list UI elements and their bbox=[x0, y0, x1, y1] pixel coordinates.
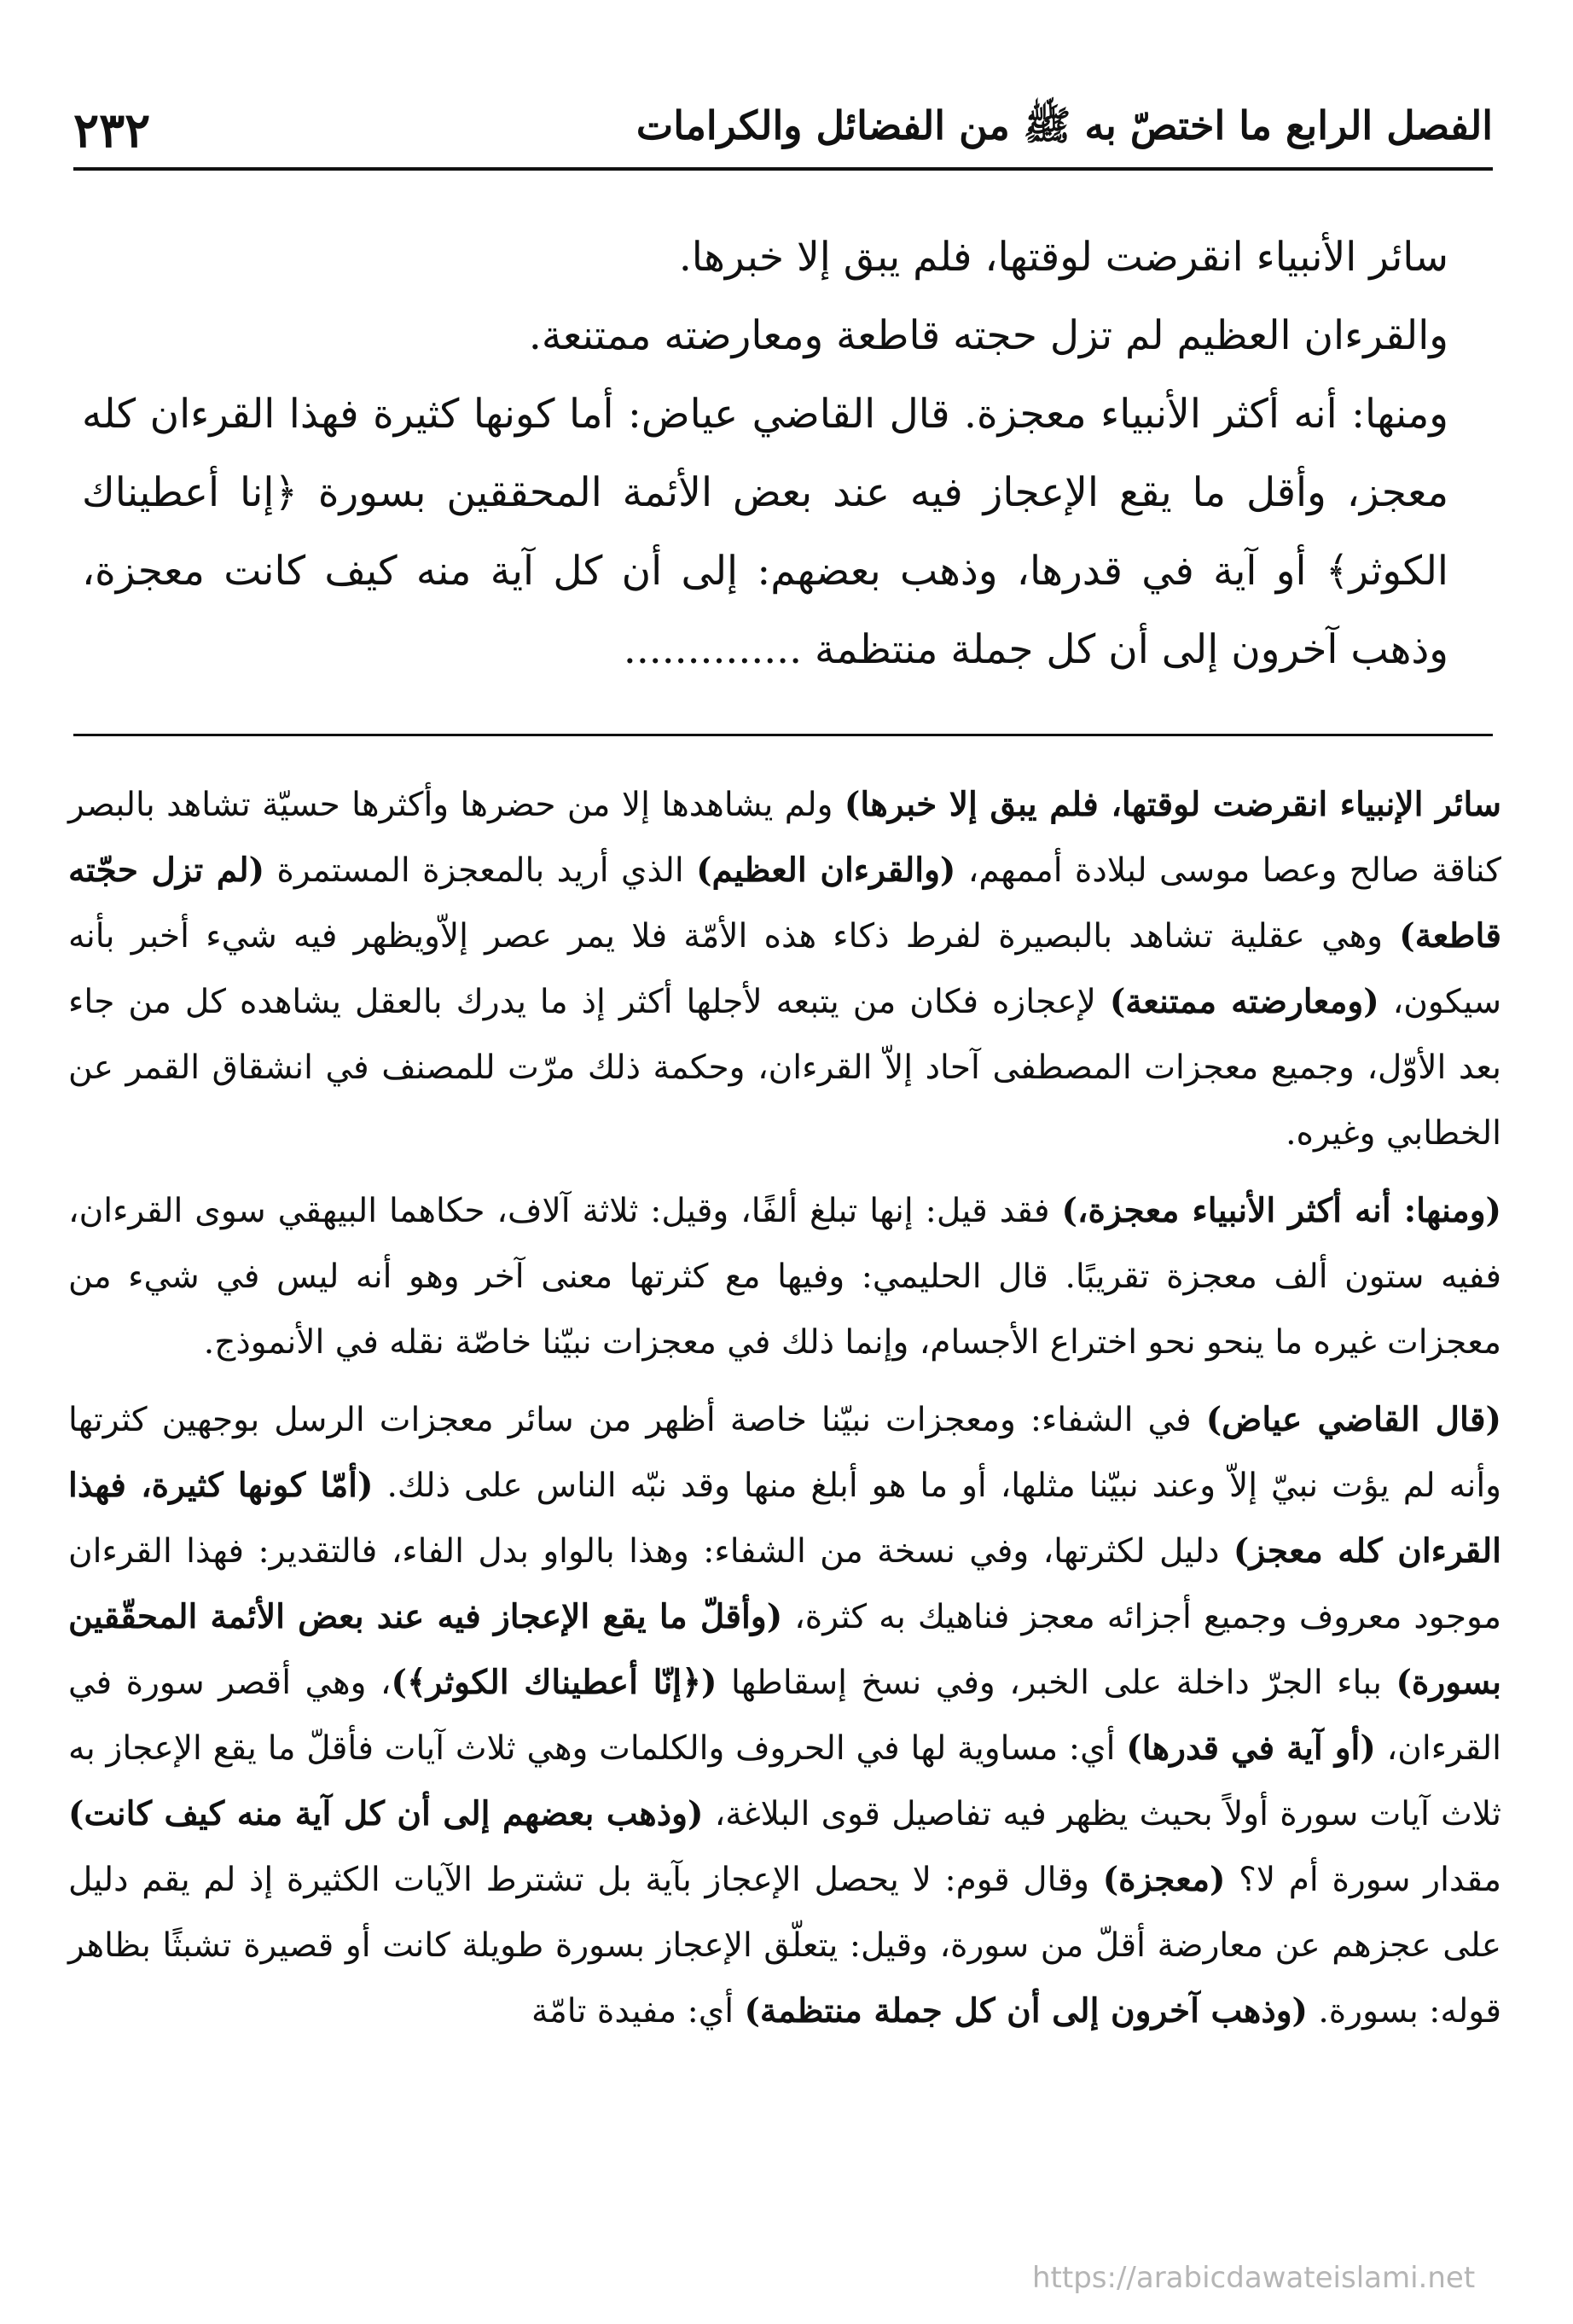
commentary-text: وهي عقلية تشاهد بالبصيرة لفرط ذكاء هذه الأمّة فلا يمر عصر إلاّويظهر فيه شيء أخبر بأنه سيكون، bbox=[68, 917, 1502, 1021]
main-text-line: ومنها: أنه أكثر الأنبياء معجزة. قال القاضي عياض: أما كونها كثيرة فهذا القرءان كله معجز، وأقل ما يقع الإعجاز فيه عند بعض الأئمة المحققين بسورة ﴿إنا أعطيناك الكوثر﴾ أو آية في قدرها، وذهب بعضهم: إلى أن كل آية منه كيف كانت معجزة، وذهب آخرون إلى أن كل جملة منتظمة .............. bbox=[82, 391, 1448, 673]
quoted-main-text: (وأقلّ ما يقع الإعجاز فيه عند بعض الأئمة المحقّقين بسورة) bbox=[68, 1597, 1501, 1702]
quoted-main-text: (أو آية في قدرها) bbox=[1126, 1728, 1376, 1768]
main-text bbox=[82, 218, 1491, 689]
watermark-url: https://arabicdawateislami.net bbox=[1032, 2261, 1476, 2295]
commentary-text: ولم يشاهدها إلا من حضرها وأكثرها حسيّة تشاهد بالبصر كناقة صالح وعصا موسى لبلادة أممهم، bbox=[68, 786, 1501, 890]
commentary-text: مقدار سورة أم لا؟ bbox=[1225, 1861, 1501, 1899]
commentary-text: ، وهي أقصر سورة في القرءان، bbox=[68, 1664, 1501, 1768]
commentary-text: في الشفاء: ومعجزات نبيّنا خاصة أظهر من سائر معجزات الرسل بوجهين كثرتها وأنه لم يؤت نبيّ إلاّ وعند نبيّنا مثلها، أو ما هو أبلغ منها وقد نبّه الناس على ذلك. bbox=[68, 1401, 1502, 1505]
quoted-main-text: (﴿إنّا أعطيناك الكوثر﴾) bbox=[391, 1663, 717, 1702]
commentary-text: دليل لكثرتها، وفي نسخة من الشفاء: وهذا بالواو بدل الفاء، فالتقدير: فهذا القرءان موجود معروف وجميع أجزائه معجز فناهيك به كثرة، bbox=[68, 1532, 1502, 1636]
commentary-text: فقد قيل: إنها تبلغ ألفًا، وقيل: ثلاثة آلاف، حكاهما البيهقي سوى القرءان، ففيه ستون ألف معجزة تقريبًا. قال الحليمي: وفيها مع كثرتها معنى آخر وهو أنه ليس في شيء من معجزات غيره ما ينحو نحو اختراع الأجسام، وإنما ذلك في معجزات نبيّنا خاصّة نقله في الأنموذج. bbox=[68, 1192, 1501, 1362]
running-title: الفصل الرابع ما اختصّ به ﷺ من الفضائل والكرامات bbox=[636, 102, 1493, 148]
commentary-text: بباء الجرّ داخلة على الخبر، وفي نسخ إسقاطها bbox=[717, 1664, 1396, 1702]
commentary-paragraph bbox=[68, 772, 1501, 1166]
commentary-text: الذي أريد بالمعجزة المستمرة bbox=[264, 851, 697, 890]
quoted-main-text: (ومعارضته ممتنعة) bbox=[1109, 982, 1379, 1021]
page-number: ٢٣٢ bbox=[73, 102, 151, 159]
commentary-text: لإعجازه فكان من يتبعه لأجلها أكثر إذ ما يدرك بالعقل يشاهده كل من جاء بعد الأوّل، وجميع معجزات المصطفى آحاد إلاّ القرءان، وحكمة ذلك مرّت للمصنف في انشقاق القمر عن الخطابي وغيره. bbox=[68, 983, 1501, 1153]
quoted-main-text: (وذهب بعضهم إلى أن كل آية منه كيف كانت) bbox=[68, 1794, 704, 1833]
quoted-main-text: (أمّا كونها كثيرة، فهذا القرءان كله معجز) bbox=[68, 1466, 1501, 1571]
quoted-main-text: (لم تزل حجّته قاطعة) bbox=[68, 851, 1501, 956]
quoted-main-text: (وذهب آخرون إلى أن كل جملة منتظمة) bbox=[744, 1991, 1309, 2031]
commentary-text: وقال قوم: لا يحصل الإعجاز بآية بل تشترط الآيات الكثيرة إذ لم يقم دليل على عجزهم عن معارضة أقلّ من سورة، وقيل: يتعلّق الإعجاز بسورة طويلة كانت أو قصيرة تشبثًا بظاهر قوله: بسورة. bbox=[68, 1861, 1501, 2031]
commentary-paragraph bbox=[68, 1178, 1501, 1375]
commentary-text: أي: مساوية لها في الحروف والكلمات وهي ثلاث آيات فأقلّ ما يقع الإعجاز به ثلاث آيات سورة أولاً بحيث يظهر فيه تفاصيل قوى البلاغة، bbox=[68, 1729, 1501, 1833]
commentary-paragraph bbox=[68, 1387, 1501, 2044]
commentary bbox=[68, 772, 1501, 2056]
quoted-main-text: (قال القاضي عياض) bbox=[1205, 1400, 1501, 1439]
commentary-text: أي: مفيدة تامّة bbox=[531, 1992, 745, 2031]
main-text-line: والقرءان العظيم لم تزل حجته قاطعة ومعارضته ممتنعة. bbox=[528, 312, 1448, 359]
quoted-main-text: (معجزة) bbox=[1102, 1860, 1226, 1899]
quoted-main-text: سائر الإنبياء انقرضت لوقتها، فلم يبق إلا خبرها) bbox=[844, 785, 1502, 824]
quoted-main-text: (ومنها: أنه أكثر الأنبياء معجزة،) bbox=[1061, 1191, 1501, 1230]
quoted-main-text: (والقرءان العظيم) bbox=[696, 851, 956, 890]
commentary-separator bbox=[73, 734, 1493, 736]
header-rule bbox=[73, 167, 1493, 171]
main-text-line: سائر الأنبياء انقرضت لوقتها، فلم يبق إلا خبرها. bbox=[678, 234, 1448, 281]
page-header bbox=[73, 82, 1493, 159]
